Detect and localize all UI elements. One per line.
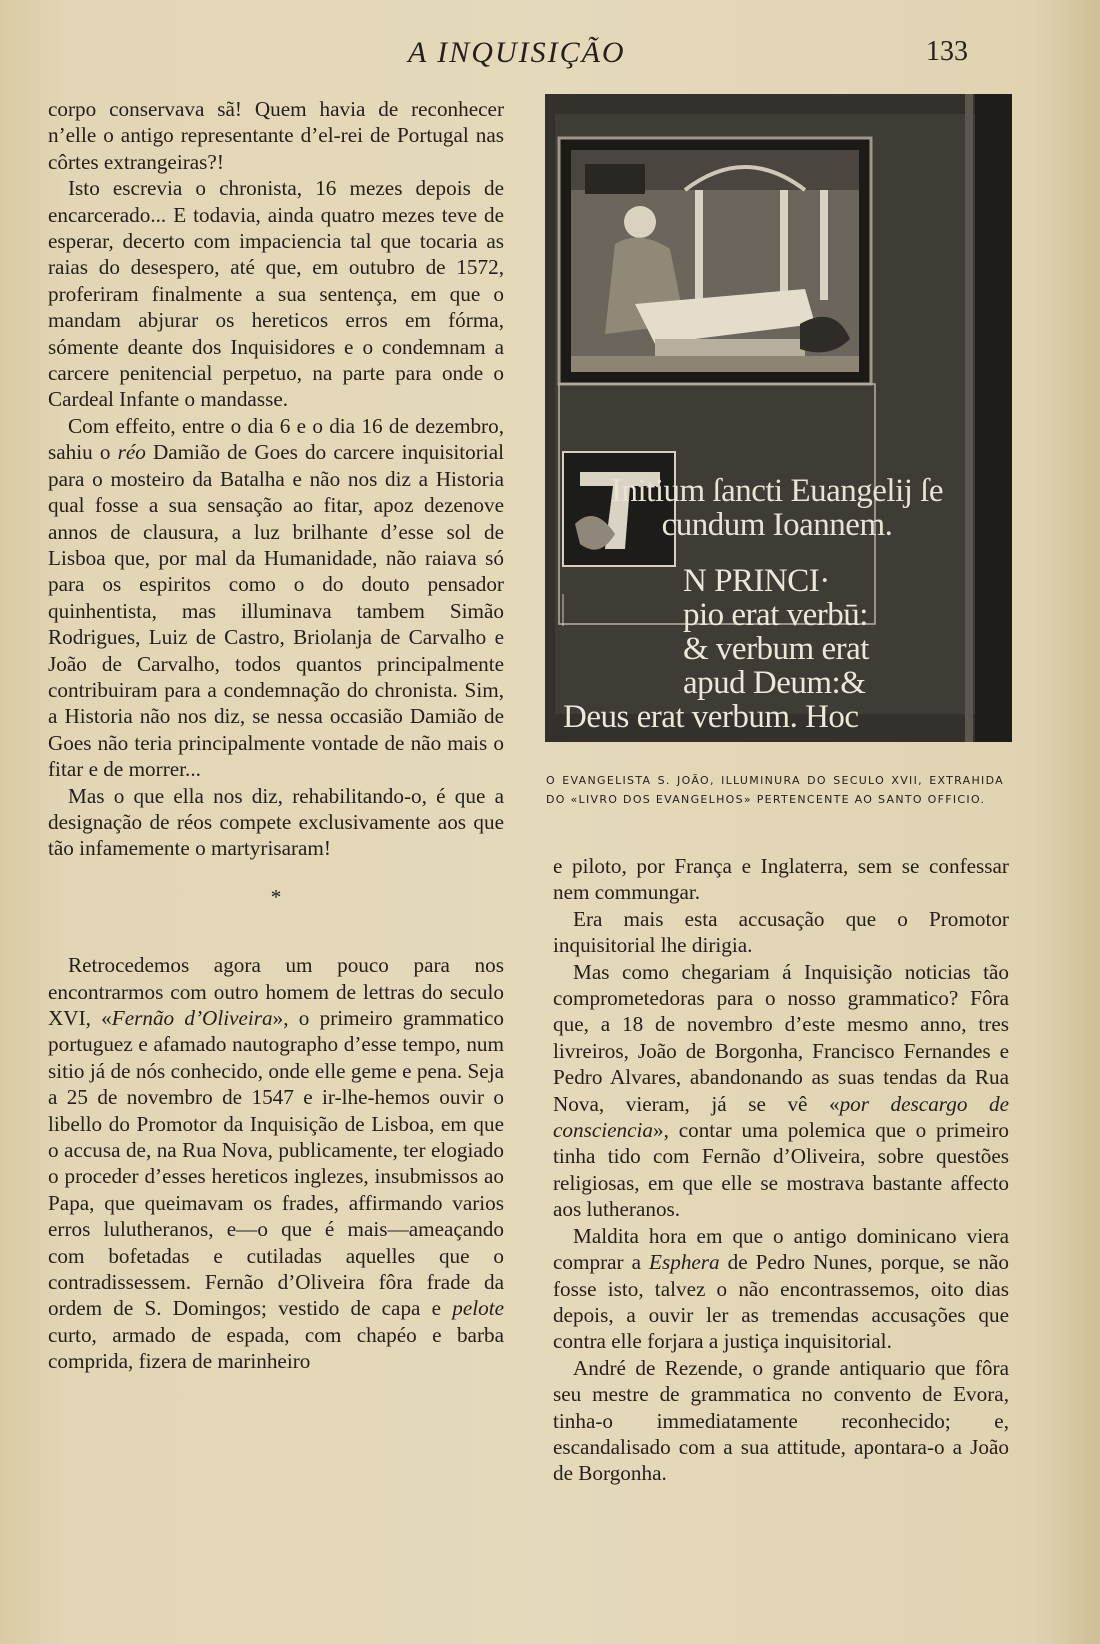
heading-line: cundum Ioannem. xyxy=(661,507,893,543)
manuscript-line: apud Deum:& xyxy=(683,665,866,701)
text-run: Com effeito, entre o dia 6 e o dia 16 de dezembro, sahiu o xyxy=(48,413,504,465)
manuscript-text xyxy=(683,564,999,700)
manuscript-line: Deus erat verbum. Hoc xyxy=(563,699,859,735)
manuscript-line: & verbum erat xyxy=(683,631,869,667)
italic-text: pelote xyxy=(452,1296,504,1321)
manuscript-illustration xyxy=(545,94,1012,742)
paragraph: e piloto, por França e Inglaterra, sem se confessar nem commungar. xyxy=(553,854,1009,905)
page-number: 133 xyxy=(926,36,968,67)
text-run: Retrocedemos agora um pouco para nos encontrarmos com outro homem de lettras do seculo XVI, « xyxy=(48,953,504,1030)
section-separator: * xyxy=(270,884,282,909)
manuscript-line: pio erat verbū: xyxy=(683,597,868,633)
figure-caption: O EVANGELISTA S. JOÃO, ILLUMINURA DO SECULO XVII, EXTRAHIDA DO «LIVRO DOS EVANGELHOS» PERTENCENTE AO SANTO OFFICIO. xyxy=(546,774,1004,806)
italic-text: por descargo de consciencia xyxy=(553,1091,1009,1143)
paragraph: Era mais esta accusação que o Promotor inquisitorial lhe dirigia. xyxy=(553,906,1009,958)
manuscript-line: N PRINCI· xyxy=(683,563,830,599)
text-run: », contar uma polemica que o primeiro tinha tido com Fernão d’Oliveira, sobre questões religiosas, em que elle se mostrava bastante affecto aos lutheranos. xyxy=(553,1118,1009,1222)
text-run: curto, armado de espada, com chapéo e barba comprida, fizera de marinheiro xyxy=(48,1322,504,1374)
heading-line: Initium ſancti Euangelij ſe xyxy=(611,473,943,509)
paragraph xyxy=(553,1223,1009,1355)
italic-text: Esphera xyxy=(649,1250,720,1275)
left-column xyxy=(48,96,504,1375)
text-run: Damião de Goes do carcere inquisitorial para o mosteiro da Batalha e não nos diz a Historia qual fosse a sua sensação ao fitar, apoz dezenove annos de clausura, a luz brilhante d’esse sol de Lisboa que, por mal da Humanidade, não raiava só para os espiritos como o do douto pensador quinhentista, mas illuminava tambem Simão Rodrigues, Luiz de Castro, Briolanja de Carvalho e João de Carvalho, todos quantos principalmente contribuiram para a condemnação do chronista. Sim, a Historia não nos diz, se nessa occasião Damião de Goes não teria principalmente vontade de não mais o fitar e de morrer... xyxy=(48,440,504,782)
italic-text: Fernão d’Oliveira xyxy=(111,1006,273,1030)
text-run: », o primeiro grammatico portuguez e afamado nautographo d’esse tempo, num sitio já de nós conhecido, onde elle geme e pena. Seja a 25 de novembro de 1547 e ir-lhe-hemos ouvir o libello do Promotor da Inquisição de Lisboa, em que o accusa de, na Rua Nova, publicamente, ter elogiado o proceder d’esses hereticos inglezes, insubmissos ao Papa, que queimavam os frades, affirmando varios erros lulutheranos, e—o que é mais—ameaçando com bofetadas e cutiladas aquelles que o contradissessem. Fernão d’Oliveira fôra frade da ordem de S. Domingos; vestido de capa e xyxy=(48,1006,504,1321)
paragraph: André de Rezende, o grande antiquario que fôra seu mestre de grammatica no convento de Evora, tinha-o immediatamente reconhecido; e, escandalisado com a sua attitude, apontara-o a João de Borgonha. xyxy=(553,1355,1009,1486)
paragraph xyxy=(553,959,1009,1223)
paragraph: corpo conservava sã! Quem havia de reconhecer n’elle o antigo representante d’el-rei de Portugal nas côrtes extrangeiras?! xyxy=(48,97,504,174)
paragraph: Mas o que ella nos diz, rehabilitando-o, é que a designação de réos compete exclusivamente aos que tão infamemente o martyrisaram! xyxy=(48,783,504,861)
text-run: Maldita hora em que o antigo dominicano viera comprar a xyxy=(553,1223,1009,1275)
paragraph: Isto escrevia o chronista, 16 mezes depois de encarcerado... E todavia, ainda quatro mezes teve de esperar, decerto com impaciencia tal que tocaria as raias do desespero, até que, em outubro de 1572, proferiram finalmente a sua sentença, em que o mandam abjurar os hereticos erros em fórma, sómente deante dos Inquisidores e o condemnam a carcere penitencial perpetuo, na parte para onde o Cardeal Infante o mandasse. xyxy=(48,176,504,412)
paragraph xyxy=(48,952,504,1375)
running-title: A INQUISIÇÃO xyxy=(408,36,626,69)
text-run: Mas como chegariam á Inquisição noticias tão comprometedoras para o nosso grammatico? Fôra que, a 18 de novembro d’este mesmo anno, tres livreiros, João de Borgonha, Francisco Fernandes e Pedro Alvares, abandonando as suas tendas da Rua Nova, vieram, já se vê « xyxy=(553,959,1009,1116)
manuscript-heading xyxy=(563,474,991,542)
italic-text: réo xyxy=(117,440,146,465)
paragraph xyxy=(48,413,504,783)
running-head xyxy=(0,34,1100,74)
right-column xyxy=(553,853,1009,1487)
text-run: de Pedro Nunes, porque, se não fosse isto, talvez o não encontrassemos, oito dias depois, a ouvir ler as tremendas accusações que contra elle forjara a justiça inquisitorial. xyxy=(553,1250,1009,1354)
